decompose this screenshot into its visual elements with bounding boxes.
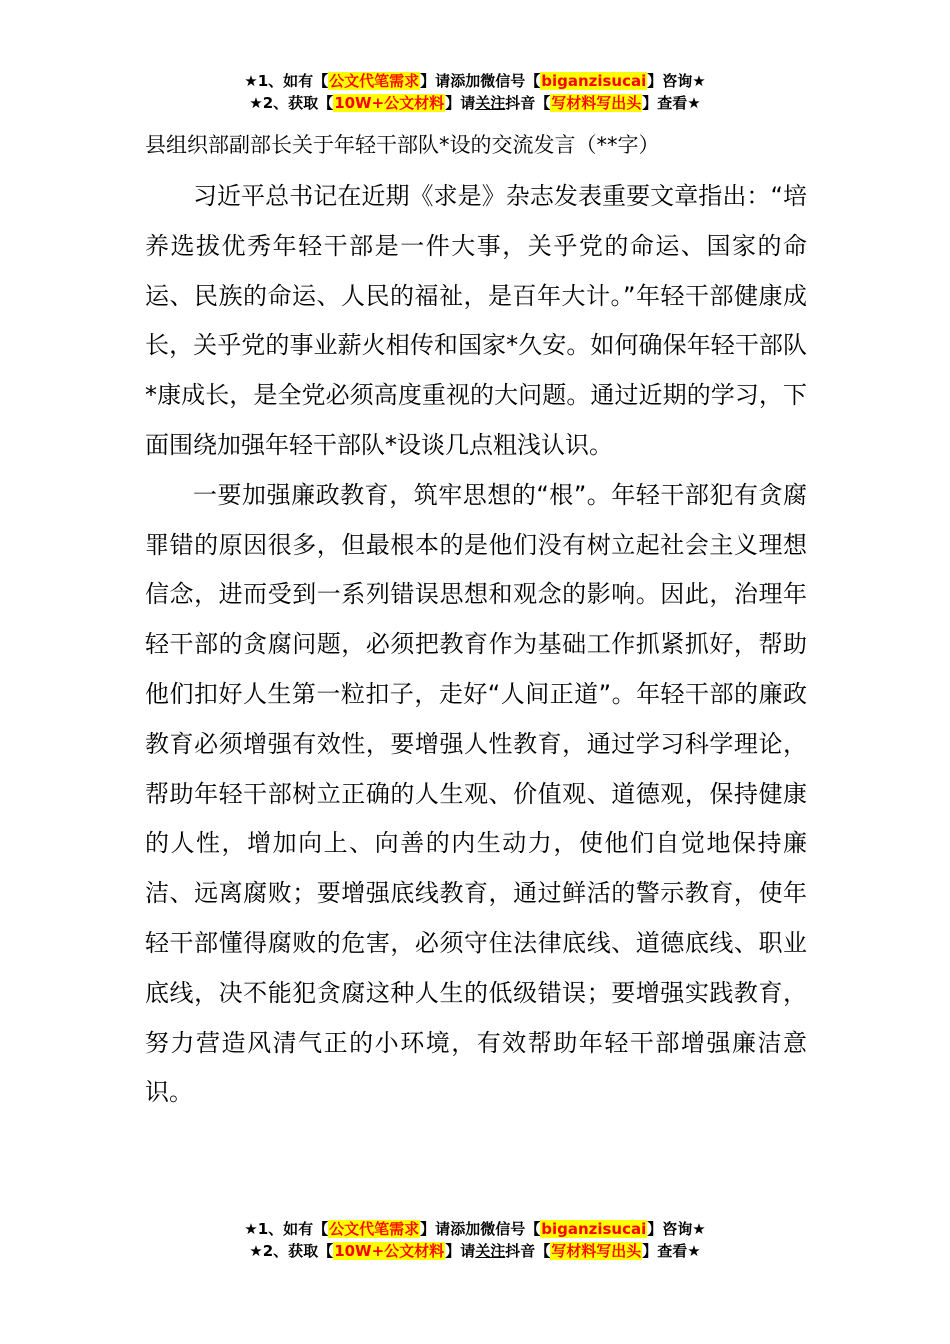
promo-line-1: ★1、如有【公文代笔需求】请添加微信号【biganzisucai】咨询★	[244, 72, 706, 90]
paragraph-point-1: 一要加强廉政教育，筑牢思想的“根”。年轻干部犯有贪腐罪错的原因很多，但最根本的是他们没有树立起社会主义理想信念，进而受到一系列错误思想和观念的影响。因此，治理年轻干部的贪腐问题，必须把教育作为基础工作抓紧抓好，帮助他们扣好人生第一粒扣子，走好“人间正道”。年轻干部的廉政教育必须增强有效性，要增强人性教育，通过学习科学理论，帮助年轻干部树立正确的人生观、价值观、道德观，保持健康的人性，增加向上、向善的内生动力，使他们自觉地保持廉洁、远离腐败；要增强底线教育，通过鲜活的警示教育，使年轻干部懂得腐败的危害，必须守住法律底线、道德底线、职业底线，决不能犯贪腐这种人生的低级错误；要增强实践教育，努力营造风清气正的小环境，有效帮助年轻干部增强廉洁意识。	[145, 480, 807, 1107]
promo-line-1: ★1、如有【公文代笔需求】请添加微信号【biganzisucai】咨询★	[244, 1220, 706, 1238]
document-title: 县组织部副部长关于年轻干部队*设的交流发言（**字）	[145, 133, 660, 157]
service-highlight: 公文代笔需求	[329, 72, 420, 90]
materials-highlight: 10W+公文材料	[334, 94, 445, 112]
promo-line-2: ★2、获取【10W+公文材料】请关注抖音【写材料写出头】查看★	[249, 1242, 701, 1260]
materials-highlight: 10W+公文材料	[334, 1242, 445, 1260]
wechat-id-highlight: biganzisucai	[541, 72, 647, 90]
footer-promo-banner	[0, 1218, 950, 1262]
header-promo-banner	[0, 70, 950, 114]
promo-line-2: ★2、获取【10W+公文材料】请关注抖音【写材料写出头】查看★	[249, 94, 701, 112]
document-body	[145, 172, 807, 1118]
paragraph-intro: 习近平总书记在近期《求是》杂志发表重要文章指出：“培养选拔优秀年轻干部是一件大事，关乎党的命运、国家的命运、民族的命运、人民的福祉，是百年大计。”年轻干部健康成长，关乎党的事业薪火相传和国家*久安。如何确保年轻干部队*康成长，是全党必须高度重视的大问题。通过近期的学习，下面围绕加强年轻干部队*设谈几点粗浅认识。	[145, 182, 807, 459]
douyin-account-highlight: 写材料写出头	[551, 1242, 642, 1260]
wechat-id-highlight: biganzisucai	[541, 1220, 647, 1238]
douyin-account-highlight: 写材料写出头	[551, 94, 642, 112]
service-highlight: 公文代笔需求	[329, 1220, 420, 1238]
